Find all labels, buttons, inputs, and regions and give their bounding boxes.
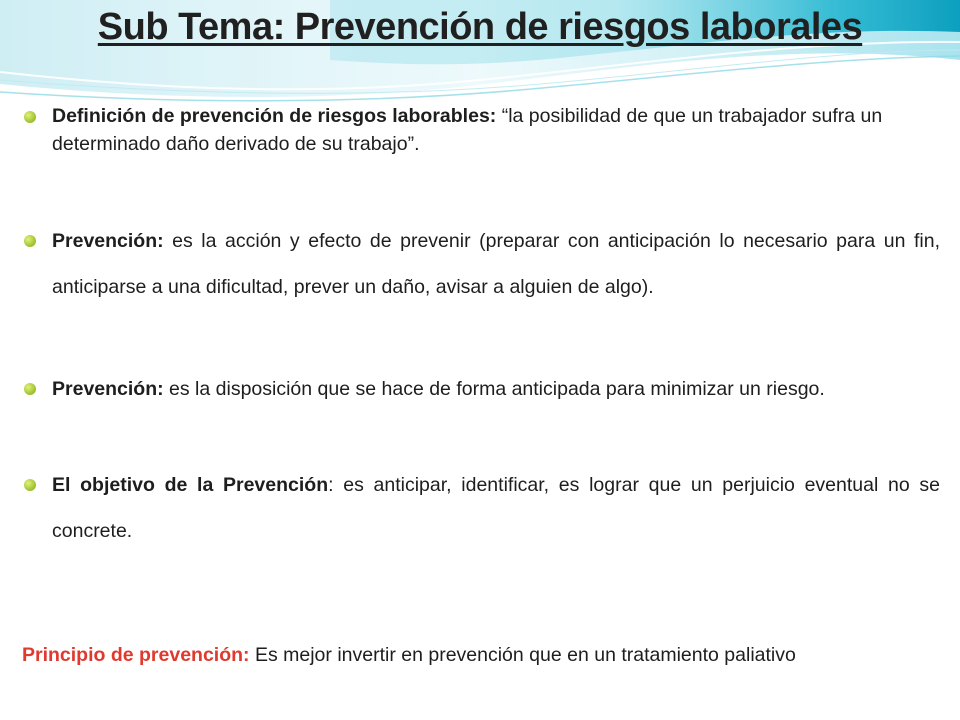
- bullet-term: Definición de prevención de riesgos laborables:: [52, 105, 497, 127]
- bullet-list: [24, 102, 940, 554]
- bullet-item-prevention-disposition: [24, 366, 940, 412]
- bullet-item-prevention-action: [24, 218, 940, 310]
- bullet-term: El objetivo de la Prevención: [52, 474, 329, 496]
- bullet-text: es la acción y efecto de prevenir (preparar con anticipación lo necesario para un fin, anticiparse a una dificultad, prever un daño, avisar a alguien de algo).: [52, 230, 940, 298]
- bullet-item-prevention-objective: [24, 462, 940, 554]
- bullet-text: “la posibilidad de que un trabajador sufra un determinado daño derivado de su trabajo”.: [52, 105, 883, 155]
- bullet-text: : es anticipar, identificar, es lograr que un perjuicio eventual no se concrete.: [52, 474, 940, 542]
- bullet-dot-icon: [24, 111, 36, 123]
- bullet-term: Prevención:: [52, 378, 164, 400]
- principle-term: Principio de prevención:: [22, 644, 250, 666]
- bullet-text: es la disposición que se hace de forma anticipada para minimizar un riesgo.: [163, 378, 825, 400]
- bullet-dot-icon: [24, 235, 36, 247]
- bullet-dot-icon: [24, 383, 36, 395]
- slide-title: Sub Tema: Prevención de riesgos laborales: [97, 6, 863, 48]
- bullet-dot-icon: [24, 479, 36, 491]
- principle-text: Es mejor invertir en prevención que en un tratamiento paliativo: [249, 644, 796, 666]
- bullet-item-definition: [24, 102, 940, 158]
- bullet-term: Prevención:: [52, 230, 164, 252]
- prevention-principle: [22, 644, 952, 667]
